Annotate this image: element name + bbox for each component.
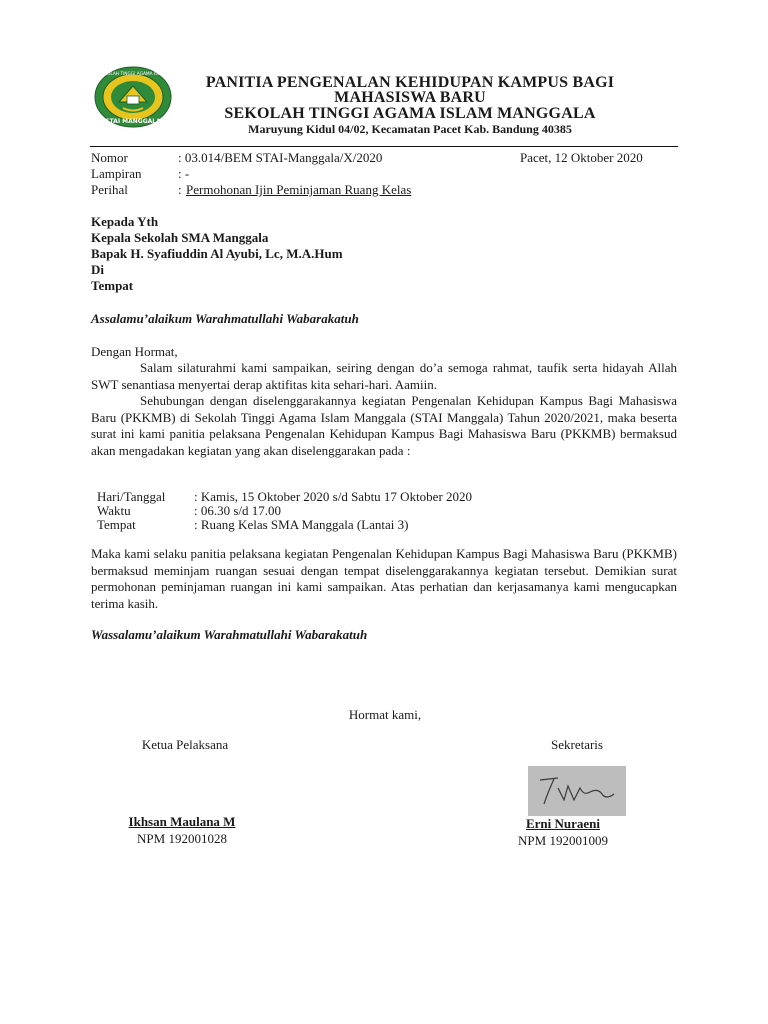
- paragraph-3: Maka kami selaku panitia pelaksana kegiatan Pengenalan Kehidupan Kampus Bagi Mahasiswa Baru (PKKMB) bermaksud meminjam ruangan sesuai dengan tempat diselenggarakannya kegiatan tersebut. Demikian surat permohonan peminjaman ruangan ini kami sampaikan. Atas perhatian dan kerjasamanya kami mengucapkan terima kasih.: [91, 546, 677, 611]
- letterhead-title-line1: PANITIA PENGENALAN KEHIDUPAN KAMPUS BAGI: [205, 74, 615, 91]
- right-signer-id: NPM 192001009: [518, 833, 608, 848]
- left-signer-name: Ikhsan Maulana M: [128, 814, 236, 829]
- recipient-line4: Di: [91, 262, 104, 277]
- perihal-label: Perihal: [91, 182, 128, 197]
- lampiran-value: : -: [178, 166, 190, 181]
- recipient-line3: Bapak H. Syafiuddin Al Ayubi, Lc, M.A.Hum: [91, 246, 343, 261]
- nomor-value: : 03.014/BEM STAI-Manggala/X/2020: [178, 150, 383, 165]
- schedule-value: : Kamis, 15 Oktober 2020 s/d Sabtu 17 Oktober 2020: [194, 489, 473, 504]
- schedule-label: Waktu: [97, 503, 131, 518]
- closing-phrase: Hormat kami,: [348, 707, 422, 722]
- logo-text-bottom: STAI MANGGALA: [105, 118, 161, 125]
- right-signer-name: Erni Nuraeni: [525, 816, 601, 831]
- schedule-label: Hari/Tanggal: [97, 489, 166, 504]
- stai-logo: [94, 66, 172, 128]
- right-signer-role: Sekretaris: [551, 737, 603, 752]
- closing-greeting: Wassalamu’alaikum Warahmatullahi Wabarakatuh: [91, 627, 368, 642]
- recipient-line5: Tempat: [91, 278, 134, 293]
- letterhead-divider: [90, 146, 678, 147]
- schedule-label: Tempat: [97, 517, 136, 532]
- logo-text-top: SEKOLAH TINGGI AGAMA ISLAM: [98, 72, 168, 77]
- paragraph-2: Sehubungan dengan diselenggarakannya kegiatan Pengenalan Kehidupan Kampus Bagi Mahasiswa Baru (PKKMB) di Sekolah Tinggi Agama Islam Manggala (STAI Manggala) Tahun 2020/2021, maka beserta surat ini kami panitia pelaksana Pengenalan Kehidupan Kampus Bagi Mahasiswa Baru (PKKMB) bermaksud akan mengadakan kegiatan yang akan diselenggarakan pada :: [91, 393, 677, 458]
- salutation: Dengan Hormat,: [91, 344, 178, 359]
- left-signer-role: Ketua Pelaksana: [141, 737, 229, 752]
- paragraph-1: Salam silaturahmi kami sampaikan, seiring dengan do’a semoga rahmat, taufik serta hidayah Allah SWT senantiasa menyertai derap aktifitas kita sehari-hari. Aamiin.: [91, 360, 677, 392]
- schedule-value: : 06.30 s/d 17.00: [194, 503, 282, 518]
- perihal-colon: :: [178, 182, 182, 197]
- recipient-line1: Kepada Yth: [91, 214, 159, 229]
- place-date: Pacet, 12 Oktober 2020: [520, 150, 643, 165]
- letterhead-address: Maruyung Kidul 04/02, Kecamatan Pacet Kab. Bandung 40385: [248, 122, 572, 136]
- left-signer-id: NPM 192001028: [137, 831, 227, 846]
- lampiran-label: Lampiran: [91, 166, 142, 181]
- letterhead-title-line2: MAHASISWA BARU: [334, 89, 486, 106]
- nomor-label: Nomor: [91, 150, 128, 165]
- signature-image: [528, 766, 626, 816]
- recipient-line2: Kepala Sekolah SMA Manggala: [91, 230, 269, 245]
- letterhead-title-line3: SEKOLAH TINGGI AGAMA ISLAM MANGGALA: [224, 105, 596, 122]
- opening-greeting: Assalamu’alaikum Warahmatullahi Wabarakatuh: [91, 311, 359, 326]
- perihal-value: Permohonan Ijin Peminjaman Ruang Kelas: [186, 182, 412, 197]
- schedule-value: : Ruang Kelas SMA Manggala (Lantai 3): [194, 517, 409, 532]
